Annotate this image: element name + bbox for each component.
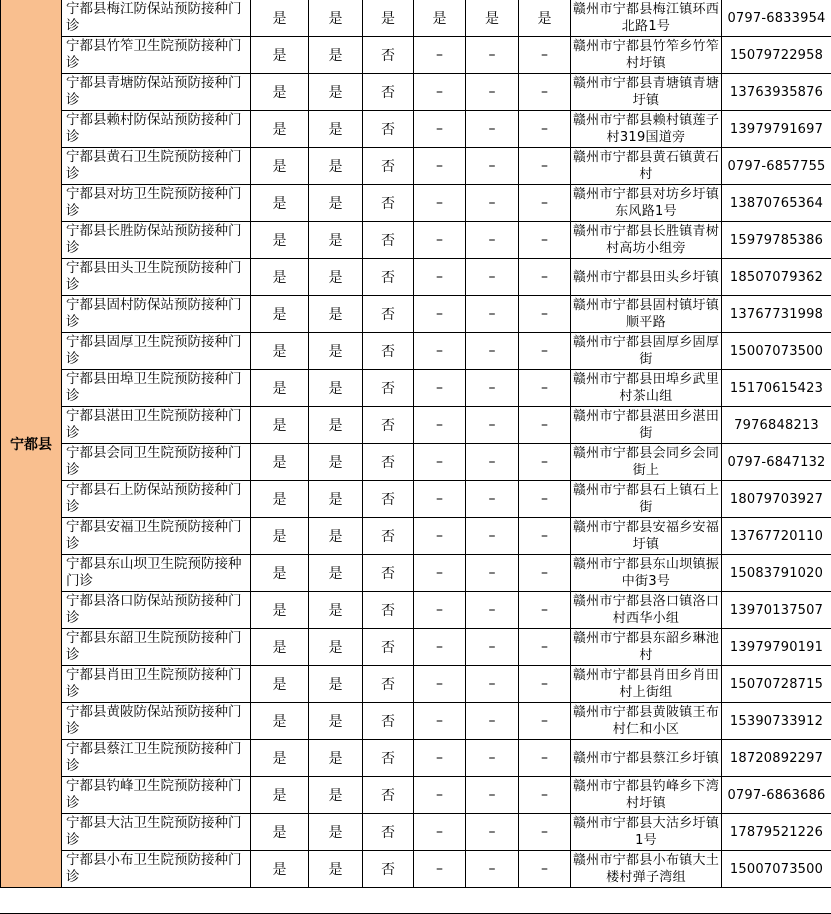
flag-cell-1: 是 — [251, 148, 309, 185]
phone-cell: 13763935876 — [722, 74, 831, 111]
address-cell: 赣州市宁都县田埠乡武里村茶山组 — [571, 370, 722, 407]
flag-cell-3: 否 — [363, 111, 414, 148]
flag-cell-4: – — [414, 555, 466, 592]
flag-cell-4: – — [414, 740, 466, 777]
flag-cell-3: 否 — [363, 185, 414, 222]
flag-cell-5: – — [466, 37, 519, 74]
phone-cell: 15083791020 — [722, 555, 831, 592]
flag-cell-4: – — [414, 74, 466, 111]
flag-cell-6: – — [519, 814, 571, 851]
flag-cell-1: 是 — [251, 222, 309, 259]
flag-cell-5: – — [466, 222, 519, 259]
flag-cell-5: – — [466, 703, 519, 740]
clinic-name-cell: 宁都县长胜防保站预防接种门诊 — [62, 222, 251, 259]
table-row — [1, 777, 831, 814]
flag-cell-2: 是 — [309, 592, 363, 629]
address-cell: 赣州市宁都县湛田乡湛田街 — [571, 407, 722, 444]
flag-cell-2: 是 — [309, 777, 363, 814]
flag-cell-1: 是 — [251, 703, 309, 740]
flag-cell-4: – — [414, 370, 466, 407]
address-cell: 赣州市宁都县长胜镇青树村高坊小组旁 — [571, 222, 722, 259]
address-cell: 赣州市宁都县石上镇石上街 — [571, 481, 722, 518]
flag-cell-4: – — [414, 814, 466, 851]
table-row — [1, 222, 831, 259]
clinic-name-cell: 宁都县肖田卫生院预防接种门诊 — [62, 666, 251, 703]
phone-cell: 0797-6863686 — [722, 777, 831, 814]
phone-cell: 13767720110 — [722, 518, 831, 555]
table-row — [1, 333, 831, 370]
address-cell: 赣州市宁都县钓峰乡下湾村圩镇 — [571, 777, 722, 814]
flag-cell-6: 是 — [519, 0, 571, 37]
flag-cell-4: – — [414, 185, 466, 222]
flag-cell-5: – — [466, 777, 519, 814]
flag-cell-1: 是 — [251, 333, 309, 370]
flag-cell-1: 是 — [251, 629, 309, 666]
flag-cell-4: – — [414, 666, 466, 703]
flag-cell-4: – — [414, 111, 466, 148]
flag-cell-4: – — [414, 629, 466, 666]
flag-cell-2: 是 — [309, 555, 363, 592]
flag-cell-2: 是 — [309, 814, 363, 851]
flag-cell-2: 是 — [309, 370, 363, 407]
flag-cell-5: – — [466, 518, 519, 555]
flag-cell-6: – — [519, 259, 571, 296]
clinic-name-cell: 宁都县东山坝卫生院预防接种门诊 — [62, 555, 251, 592]
flag-cell-3: 否 — [363, 444, 414, 481]
flag-cell-3: 否 — [363, 148, 414, 185]
address-cell: 赣州市宁都县固厚乡固厚街 — [571, 333, 722, 370]
address-cell: 赣州市宁都县对坊乡圩镇东风路1号 — [571, 185, 722, 222]
flag-cell-4: – — [414, 37, 466, 74]
clinic-name-cell: 宁都县石上防保站预防接种门诊 — [62, 481, 251, 518]
flag-cell-4: – — [414, 444, 466, 481]
clinic-name-cell: 宁都县青塘防保站预防接种门诊 — [62, 74, 251, 111]
clinic-name-cell: 宁都县对坊卫生院预防接种门诊 — [62, 185, 251, 222]
flag-cell-2: 是 — [309, 740, 363, 777]
phone-cell: 15079722958 — [722, 37, 831, 74]
phone-cell: 13970137507 — [722, 592, 831, 629]
flag-cell-3: 否 — [363, 407, 414, 444]
address-cell: 赣州市宁都县赖村镇莲子村319国道旁 — [571, 111, 722, 148]
clinic-name-cell: 宁都县田埠卫生院预防接种门诊 — [62, 370, 251, 407]
flag-cell-2: 是 — [309, 222, 363, 259]
clinic-name-cell: 宁都县会同卫生院预防接种门诊 — [62, 444, 251, 481]
table-row — [1, 296, 831, 333]
flag-cell-2: 是 — [309, 296, 363, 333]
flag-cell-3: 否 — [363, 333, 414, 370]
flag-cell-6: – — [519, 555, 571, 592]
address-cell: 赣州市宁都县黄陂镇王布村仁和小区 — [571, 703, 722, 740]
flag-cell-5: – — [466, 111, 519, 148]
flag-cell-5: – — [466, 666, 519, 703]
table-row — [1, 259, 831, 296]
table-row — [1, 851, 831, 888]
table-row — [1, 481, 831, 518]
flag-cell-6: – — [519, 37, 571, 74]
flag-cell-3: 否 — [363, 555, 414, 592]
table-row — [1, 407, 831, 444]
flag-cell-1: 是 — [251, 37, 309, 74]
address-cell: 赣州市宁都县会同乡会同街上 — [571, 444, 722, 481]
flag-cell-5: – — [466, 74, 519, 111]
phone-cell: 15390733912 — [722, 703, 831, 740]
flag-cell-2: 是 — [309, 185, 363, 222]
flag-cell-1: 是 — [251, 74, 309, 111]
address-cell: 赣州市宁都县东韶乡琳池村 — [571, 629, 722, 666]
flag-cell-5: – — [466, 592, 519, 629]
clinic-name-cell: 宁都县钓峰卫生院预防接种门诊 — [62, 777, 251, 814]
phone-cell: 15007073500 — [722, 851, 831, 888]
phone-cell: 13979790191 — [722, 629, 831, 666]
phone-cell: 18507079362 — [722, 259, 831, 296]
clinic-name-cell: 宁都县固村防保站预防接种门诊 — [62, 296, 251, 333]
flag-cell-6: – — [519, 185, 571, 222]
phone-cell: 17879521226 — [722, 814, 831, 851]
flag-cell-1: 是 — [251, 518, 309, 555]
flag-cell-6: – — [519, 481, 571, 518]
flag-cell-4: – — [414, 259, 466, 296]
phone-cell: 13979791697 — [722, 111, 831, 148]
table-row — [1, 814, 831, 851]
flag-cell-4: – — [414, 481, 466, 518]
flag-cell-5: 是 — [466, 0, 519, 37]
address-cell: 赣州市宁都县梅江镇环西北路1号 — [571, 0, 722, 37]
flag-cell-1: 是 — [251, 0, 309, 37]
flag-cell-6: – — [519, 370, 571, 407]
address-cell: 赣州市宁都县小布镇大土楼村弹子湾组 — [571, 851, 722, 888]
table-row — [1, 0, 831, 37]
flag-cell-6: – — [519, 222, 571, 259]
flag-cell-1: 是 — [251, 444, 309, 481]
flag-cell-3: 否 — [363, 592, 414, 629]
address-cell: 赣州市宁都县黄石镇黄石村 — [571, 148, 722, 185]
flag-cell-2: 是 — [309, 259, 363, 296]
address-cell: 赣州市宁都县东山坝镇振中街3号 — [571, 555, 722, 592]
flag-cell-3: 否 — [363, 703, 414, 740]
phone-cell: 7976848213 — [722, 407, 831, 444]
flag-cell-3: 否 — [363, 629, 414, 666]
flag-cell-2: 是 — [309, 74, 363, 111]
flag-cell-1: 是 — [251, 296, 309, 333]
flag-cell-1: 是 — [251, 851, 309, 888]
flag-cell-6: – — [519, 851, 571, 888]
table-row — [1, 185, 831, 222]
flag-cell-6: – — [519, 518, 571, 555]
flag-cell-3: 否 — [363, 518, 414, 555]
clinic-name-cell: 宁都县湛田卫生院预防接种门诊 — [62, 407, 251, 444]
phone-cell: 0797-6857755 — [722, 148, 831, 185]
flag-cell-4: – — [414, 296, 466, 333]
clinic-name-cell: 宁都县东韶卫生院预防接种门诊 — [62, 629, 251, 666]
flag-cell-1: 是 — [251, 777, 309, 814]
clinic-name-cell: 宁都县蔡江卫生院预防接种门诊 — [62, 740, 251, 777]
flag-cell-3: 否 — [363, 481, 414, 518]
flag-cell-6: – — [519, 740, 571, 777]
clinic-name-cell: 宁都县黄石卫生院预防接种门诊 — [62, 148, 251, 185]
flag-cell-4: – — [414, 333, 466, 370]
address-cell: 赣州市宁都县竹笮乡竹笮村圩镇 — [571, 37, 722, 74]
address-cell: 赣州市宁都县洛口镇洛口村西华小组 — [571, 592, 722, 629]
flag-cell-4: – — [414, 222, 466, 259]
table-row — [1, 555, 831, 592]
flag-cell-2: 是 — [309, 703, 363, 740]
flag-cell-6: – — [519, 703, 571, 740]
flag-cell-4: 是 — [414, 0, 466, 37]
flag-cell-4: – — [414, 703, 466, 740]
clinic-name-cell: 宁都县田头卫生院预防接种门诊 — [62, 259, 251, 296]
clinic-name-cell: 宁都县洛口防保站预防接种门诊 — [62, 592, 251, 629]
clinic-name-cell: 宁都县梅江防保站预防接种门诊 — [62, 0, 251, 37]
flag-cell-2: 是 — [309, 407, 363, 444]
table-row — [1, 148, 831, 185]
flag-cell-3: 否 — [363, 259, 414, 296]
flag-cell-2: 是 — [309, 851, 363, 888]
phone-cell: 13870765364 — [722, 185, 831, 222]
address-cell: 赣州市宁都县大沽乡圩镇1号 — [571, 814, 722, 851]
flag-cell-1: 是 — [251, 370, 309, 407]
flag-cell-5: – — [466, 407, 519, 444]
table-row — [1, 518, 831, 555]
address-cell: 赣州市宁都县固村镇圩镇顺平路 — [571, 296, 722, 333]
flag-cell-2: 是 — [309, 629, 363, 666]
flag-cell-4: – — [414, 777, 466, 814]
clinic-name-cell: 宁都县固厚卫生院预防接种门诊 — [62, 333, 251, 370]
flag-cell-2: 是 — [309, 666, 363, 703]
flag-cell-5: – — [466, 481, 519, 518]
flag-cell-5: – — [466, 333, 519, 370]
flag-cell-5: – — [466, 444, 519, 481]
clinic-name-cell: 宁都县赖村防保站预防接种门诊 — [62, 111, 251, 148]
table-row — [1, 666, 831, 703]
flag-cell-2: 是 — [309, 444, 363, 481]
clinic-name-cell: 宁都县安福卫生院预防接种门诊 — [62, 518, 251, 555]
flag-cell-4: – — [414, 407, 466, 444]
address-cell: 赣州市宁都县田头乡圩镇 — [571, 259, 722, 296]
table-row — [1, 370, 831, 407]
flag-cell-2: 是 — [309, 0, 363, 37]
flag-cell-3: 否 — [363, 851, 414, 888]
clinic-name-cell: 宁都县黄陂防保站预防接种门诊 — [62, 703, 251, 740]
address-cell: 赣州市宁都县安福乡安福圩镇 — [571, 518, 722, 555]
flag-cell-1: 是 — [251, 481, 309, 518]
flag-cell-1: 是 — [251, 740, 309, 777]
phone-cell: 15170615423 — [722, 370, 831, 407]
flag-cell-6: – — [519, 111, 571, 148]
flag-cell-6: – — [519, 407, 571, 444]
address-cell: 赣州市宁都县青塘镇青塘圩镇 — [571, 74, 722, 111]
table-row — [1, 703, 831, 740]
clinic-name-cell: 宁都县大沽卫生院预防接种门诊 — [62, 814, 251, 851]
flag-cell-3: 否 — [363, 370, 414, 407]
flag-cell-1: 是 — [251, 407, 309, 444]
table-row — [1, 111, 831, 148]
address-cell: 赣州市宁都县肖田乡肖田村上街组 — [571, 666, 722, 703]
flag-cell-6: – — [519, 666, 571, 703]
flag-cell-5: – — [466, 740, 519, 777]
flag-cell-6: – — [519, 777, 571, 814]
flag-cell-2: 是 — [309, 518, 363, 555]
clinic-name-cell: 宁都县竹笮卫生院预防接种门诊 — [62, 37, 251, 74]
flag-cell-3: 否 — [363, 666, 414, 703]
flag-cell-3: 是 — [363, 0, 414, 37]
flag-cell-1: 是 — [251, 592, 309, 629]
flag-cell-5: – — [466, 370, 519, 407]
flag-cell-3: 否 — [363, 74, 414, 111]
flag-cell-3: 否 — [363, 777, 414, 814]
table-row — [1, 37, 831, 74]
flag-cell-6: – — [519, 74, 571, 111]
clinic-name-cell: 宁都县小布卫生院预防接种门诊 — [62, 851, 251, 888]
flag-cell-5: – — [466, 555, 519, 592]
table-row — [1, 629, 831, 666]
flag-cell-3: 否 — [363, 296, 414, 333]
flag-cell-3: 否 — [363, 37, 414, 74]
flag-cell-5: – — [466, 629, 519, 666]
phone-cell: 13767731998 — [722, 296, 831, 333]
flag-cell-4: – — [414, 148, 466, 185]
table-row — [1, 592, 831, 629]
flag-cell-5: – — [466, 851, 519, 888]
flag-cell-4: – — [414, 592, 466, 629]
phone-cell: 18720892297 — [722, 740, 831, 777]
flag-cell-5: – — [466, 148, 519, 185]
flag-cell-5: – — [466, 814, 519, 851]
flag-cell-5: – — [466, 296, 519, 333]
flag-cell-2: 是 — [309, 37, 363, 74]
flag-cell-5: – — [466, 259, 519, 296]
flag-cell-4: – — [414, 851, 466, 888]
flag-cell-6: – — [519, 296, 571, 333]
flag-cell-5: – — [466, 185, 519, 222]
flag-cell-1: 是 — [251, 555, 309, 592]
table-body — [1, 0, 831, 888]
flag-cell-1: 是 — [251, 111, 309, 148]
address-cell: 赣州市宁都县蔡江乡圩镇 — [571, 740, 722, 777]
flag-cell-1: 是 — [251, 259, 309, 296]
phone-cell: 18079703927 — [722, 481, 831, 518]
flag-cell-2: 是 — [309, 148, 363, 185]
flag-cell-4: – — [414, 518, 466, 555]
flag-cell-3: 否 — [363, 814, 414, 851]
phone-cell: 15007073500 — [722, 333, 831, 370]
flag-cell-2: 是 — [309, 111, 363, 148]
flag-cell-6: – — [519, 592, 571, 629]
county-cell: 宁都县 — [1, 0, 62, 888]
phone-cell: 0797-6847132 — [722, 444, 831, 481]
flag-cell-3: 否 — [363, 222, 414, 259]
flag-cell-1: 是 — [251, 185, 309, 222]
table-row — [1, 740, 831, 777]
phone-cell: 15979785386 — [722, 222, 831, 259]
phone-cell: 0797-6833954 — [722, 0, 831, 37]
flag-cell-6: – — [519, 444, 571, 481]
flag-cell-1: 是 — [251, 666, 309, 703]
flag-cell-2: 是 — [309, 333, 363, 370]
table-row — [1, 74, 831, 111]
table-row — [1, 444, 831, 481]
flag-cell-3: 否 — [363, 740, 414, 777]
phone-cell: 15070728715 — [722, 666, 831, 703]
flag-cell-1: 是 — [251, 814, 309, 851]
flag-cell-6: – — [519, 629, 571, 666]
flag-cell-2: 是 — [309, 481, 363, 518]
flag-cell-6: – — [519, 333, 571, 370]
flag-cell-6: – — [519, 148, 571, 185]
